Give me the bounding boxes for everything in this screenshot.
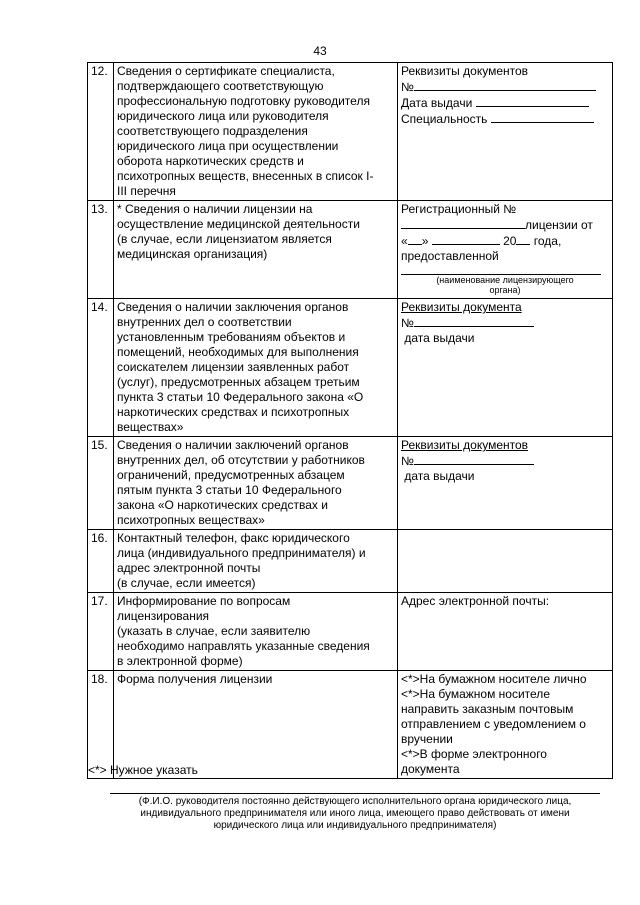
row-value — [398, 593, 613, 671]
row-value — [398, 63, 613, 201]
option-paper-by-mail[interactable]: <*>На бумажном носителе — [401, 687, 550, 701]
row-number: 18. — [88, 671, 114, 779]
row-description: Сведения о сертификате специалиста, подтверждающего соответствующую профессиональную подготовку руководителя юридического лица или руководителя соответствующего подразделения юридического лица при осуществлении оборота наркотических средств и психотропных веществ, внесенных в список I- III перечня — [114, 63, 398, 201]
row-value: <*>На бумажном носителе лично <*>На бумажном носителе направить заказным почтовым отправлением с уведомлением о вручении <*>В форме электронного документа — [398, 671, 613, 779]
document-details-label: Реквизиты документа — [401, 300, 522, 314]
table-row — [88, 63, 613, 201]
signature-line[interactable] — [110, 793, 600, 794]
specialty-blank[interactable] — [491, 111, 594, 123]
issue-date-label: Дата выдачи — [401, 96, 473, 110]
row-description: Сведения о наличии заключения органов внутренних дел о соответствии установленным требованиям объектов и помещений, необходимых для выполнения соискателем лицензии заявленных работ (услуг), предусмотренных абзацем третьим пункта 3 статьи 10 Федерального закона «О наркотических средствах и психотропных веществах» — [114, 299, 398, 437]
license-form-table — [87, 62, 613, 779]
option-electronic[interactable]: <*>В форме электронного — [401, 747, 547, 761]
row-number: 16. — [88, 530, 114, 593]
table-row — [88, 437, 613, 530]
row-value: Реквизиты документов № дата выдачи — [398, 437, 613, 530]
row-value: Регистрационный № лицензии от « » 20 года, предоставленной (наименование лицензирующего органа) — [398, 201, 613, 299]
documents-details-label: Реквизиты документов — [401, 64, 529, 78]
license-number-blank[interactable] — [401, 217, 525, 229]
specialty-label: Специальность — [401, 112, 488, 126]
option-paper-in-person[interactable]: <*>На бумажном носителе лично — [401, 672, 587, 686]
documents-details-label: Реквизиты документов — [401, 438, 529, 452]
email-address-label: Адрес электронной почты: — [401, 594, 550, 608]
footnote: <*> Нужное указать — [88, 763, 198, 777]
signature-caption: (Ф.И.О. руководителя постоянно действующего исполнительного органа юридического лица, индивидуального предпринимателя или иного лица, имеющего право действовать от имени юридического лица или индивидуального предпринимателя) — [138, 796, 572, 831]
row-number: 17. — [88, 593, 114, 671]
row-number: 13. — [88, 201, 114, 299]
number-blank[interactable] — [414, 315, 534, 327]
page-number: 43 — [313, 44, 327, 58]
row-number: 12. — [88, 63, 114, 201]
row-value[interactable] — [398, 530, 613, 593]
row-description: Форма получения лицензии — [114, 671, 398, 779]
row-description: Информирование по вопросам лицензирования (указать в случае, если заявителю необходимо направлять указанные сведения в электронной форме) — [114, 593, 398, 671]
issue-date-blank[interactable] — [476, 95, 589, 107]
number-label: № — [401, 80, 414, 94]
row-value: Реквизиты документа № дата выдачи — [398, 299, 613, 437]
row-number: 15. — [88, 437, 114, 530]
row-description: * Сведения о наличии лицензии на осуществление медицинской деятельности (в случае, если лицензиатом является медицинская организация) — [114, 201, 398, 299]
row-description: Контактный телефон, факс юридического лица (индивидуального предпринимателя) и адрес электронной почты (в случае, если имеется) — [114, 530, 398, 593]
table-row — [88, 593, 613, 671]
table-row — [88, 201, 613, 299]
row-number: 14. — [88, 299, 114, 437]
row-description: Сведения о наличии заключений органов внутренних дел, об отсутствии у работников ограничений, предусмотренных абзацем пятым пункта 3 статьи 10 Федерального закона «О наркотических средствах и психотропных веществах» — [114, 437, 398, 530]
table-row — [88, 530, 613, 593]
number-blank[interactable] — [414, 453, 534, 465]
license-date-blank[interactable] — [432, 233, 500, 245]
number-blank[interactable] — [414, 79, 596, 91]
registration-number-label: Регистрационный № — [401, 202, 517, 216]
table-row — [88, 299, 613, 437]
